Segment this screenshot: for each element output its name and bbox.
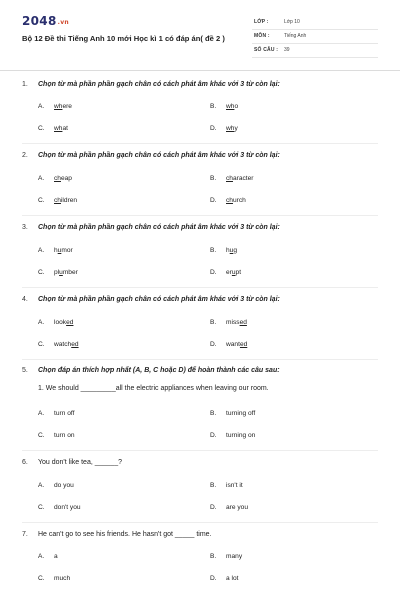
- option-b[interactable]: B. isn't it: [210, 482, 243, 489]
- question-header: [22, 152, 378, 164]
- question-text: Chọn đáp án thích hợp nhất (A, B, C hoặc D) để hoàn thành các câu sau:: [38, 367, 280, 374]
- question-1: [22, 81, 378, 132]
- question-text: Chọn từ mà phần phần gạch chân có cách phát âm khác với 3 từ còn lại:: [38, 224, 280, 231]
- question-text: He can't go to see his friends. He hasn't got _____ time.: [38, 531, 212, 538]
- question-header: [22, 459, 378, 471]
- option-c[interactable]: C. watched: [38, 341, 79, 348]
- site-logo[interactable]: 2048.vn: [22, 14, 69, 28]
- question-text: Chọn từ mà phần phần gạch chân có cách phát âm khác với 3 từ còn lại:: [38, 296, 280, 303]
- question-number: 3.: [22, 224, 28, 231]
- question-3: [22, 224, 378, 276]
- page-header: [22, 14, 378, 58]
- option-a[interactable]: A. humor: [38, 247, 73, 254]
- option-c[interactable]: C. children: [38, 197, 78, 204]
- question-header: [22, 296, 378, 308]
- question-header: [22, 81, 378, 93]
- option-c[interactable]: C. plumber: [38, 269, 78, 276]
- question-4: [22, 296, 378, 348]
- question-separator: [22, 215, 378, 216]
- option-a[interactable]: A. do you: [38, 482, 74, 489]
- question-header: [22, 367, 378, 379]
- question-separator: [22, 450, 378, 451]
- option-c[interactable]: C. don't you: [38, 504, 81, 511]
- question-2: [22, 152, 378, 204]
- option-b[interactable]: B. missed: [210, 319, 247, 326]
- meta-label: LỚP :: [254, 19, 269, 25]
- option-c[interactable]: C. turn on: [38, 432, 75, 439]
- question-number: 5.: [22, 367, 28, 374]
- option-d[interactable]: D. church: [210, 197, 246, 204]
- question-number: 4.: [22, 296, 28, 303]
- meta-value: Tiếng Anh: [284, 33, 307, 39]
- option-c[interactable]: C. much: [38, 575, 71, 582]
- option-a[interactable]: A. looked: [38, 319, 74, 326]
- meta-value: 39: [284, 47, 290, 53]
- question-number: 2.: [22, 152, 28, 159]
- question-number: 7.: [22, 531, 28, 538]
- meta-value: Lớp 10: [284, 19, 300, 25]
- option-a[interactable]: A. turn off: [38, 410, 75, 417]
- question-6: [22, 459, 378, 511]
- question-number: 1.: [22, 81, 28, 88]
- question-number: 6.: [22, 459, 28, 466]
- option-b[interactable]: B. many: [210, 553, 243, 560]
- document-title: Bộ 12 Đề thi Tiếng Anh 10 mới Học kì 1 có đáp án( đề 2 ): [22, 34, 225, 43]
- option-d[interactable]: D. a lot: [210, 575, 239, 582]
- meta-row-subject: [252, 30, 378, 44]
- option-b[interactable]: B. who: [210, 103, 239, 110]
- option-d[interactable]: D. erupt: [210, 269, 242, 276]
- question-header: [22, 224, 378, 236]
- option-d[interactable]: D. turning on: [210, 432, 256, 439]
- question-separator: [22, 287, 378, 288]
- question-text: You don't like tea, ______?: [38, 459, 122, 466]
- meta-row-count: [252, 44, 378, 58]
- meta-box: [252, 16, 378, 58]
- option-d[interactable]: D. why: [210, 125, 238, 132]
- meta-label: MÔN :: [254, 33, 270, 39]
- option-d[interactable]: D. are you: [210, 504, 248, 511]
- question-text: Chọn từ mà phần phần gạch chân có cách phát âm khác với 3 từ còn lại:: [38, 152, 280, 159]
- question-7: [22, 531, 378, 582]
- meta-label: SỐ CÂU :: [254, 47, 279, 53]
- option-c[interactable]: C. what: [38, 125, 68, 132]
- option-b[interactable]: B. turning off: [210, 410, 256, 417]
- question-header: [22, 531, 378, 543]
- question-separator: [22, 359, 378, 360]
- option-b[interactable]: B. character: [210, 175, 254, 182]
- option-a[interactable]: A. where: [38, 103, 72, 110]
- question-separator: [22, 143, 378, 144]
- option-b[interactable]: B. hug: [210, 247, 238, 254]
- question-5: [22, 367, 378, 439]
- header-divider: [0, 70, 400, 71]
- option-a[interactable]: A. a: [38, 553, 58, 560]
- meta-row-class: [252, 16, 378, 30]
- option-a[interactable]: A. cheap: [38, 175, 72, 182]
- option-d[interactable]: D. wanted: [210, 341, 248, 348]
- question-separator: [22, 522, 378, 523]
- question-text: Chọn từ mà phần phần gạch chân có cách phát âm khác với 3 từ còn lại:: [38, 81, 280, 88]
- question-stem: 1. We should _________all the electric appliances when leaving our room.: [38, 385, 269, 392]
